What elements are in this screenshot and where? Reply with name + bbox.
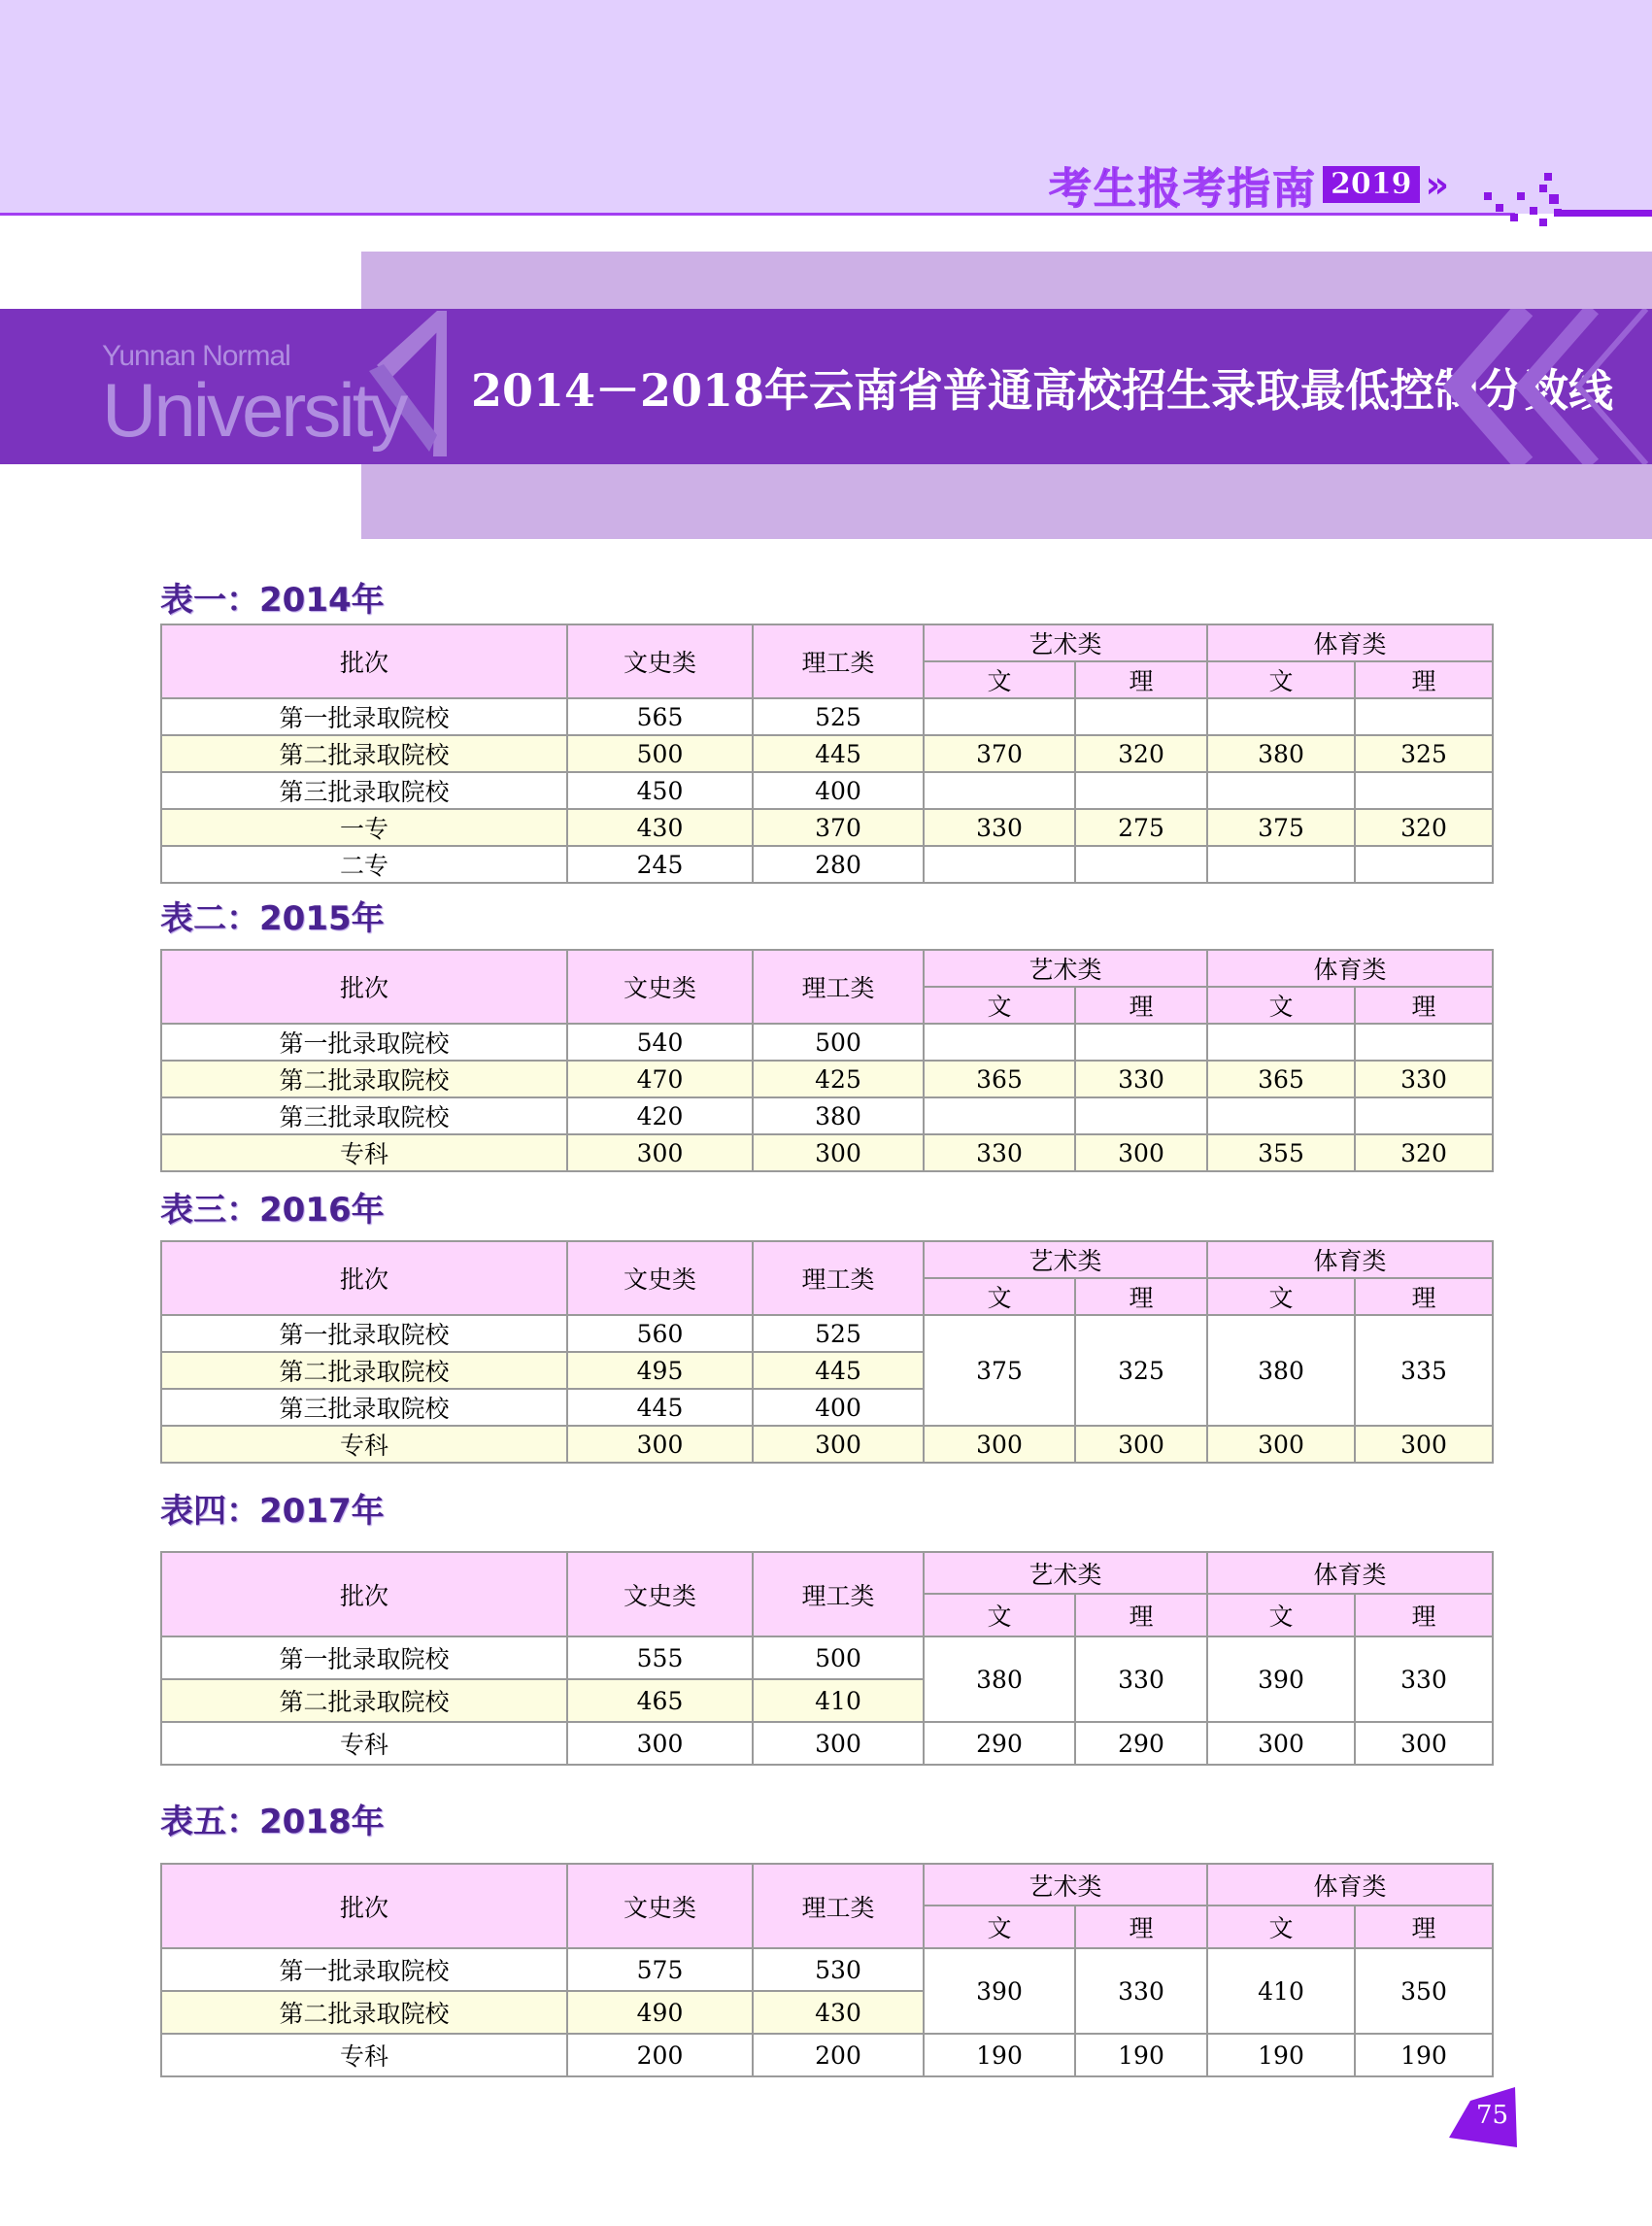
table-row [161,1061,1493,1097]
cell-wenshi: 300 [567,1426,753,1463]
cell-wenshi: 490 [567,1991,753,2034]
cell-sport-li [1355,772,1493,809]
cell-sport-wen: 300 [1207,1426,1355,1463]
table-caption-2016: 表三：2016年 [160,1191,385,1230]
cell-sport-li: 320 [1355,809,1493,846]
cell-ligong: 370 [753,809,924,846]
cell-sport-li-merged: 335 [1355,1315,1493,1426]
cell-batch: 第二批录取院校 [161,1061,567,1097]
table-caption-2015: 表二：2015年 [160,899,385,938]
header-art-wen: 文 [924,1906,1075,1948]
cell-batch: 专科 [161,1134,567,1171]
cell-ligong: 300 [753,1134,924,1171]
chevron-decoration-icon [1437,309,1652,464]
header-sport-li: 理 [1355,661,1493,698]
cell-wenshi: 470 [567,1061,753,1097]
double-chevron-icon: » [1425,163,1450,206]
cell-wenshi: 420 [567,1097,753,1134]
cell-sport-wen [1207,846,1355,883]
cell-sport-li [1355,1097,1493,1134]
cell-batch: 第一批录取院校 [161,1636,567,1679]
cell-art-li: 275 [1075,809,1207,846]
header-art: 艺术类 [924,1864,1207,1906]
header-art: 艺术类 [924,1552,1207,1594]
cell-art-li [1075,772,1207,809]
table-caption-2018: 表五：2018年 [160,1803,385,1841]
cell-art-wen: 365 [924,1061,1075,1097]
cell-art-li [1075,698,1207,735]
header-art: 艺术类 [924,1241,1207,1278]
cell-sport-li [1355,1024,1493,1061]
cell-sport-li-merged: 350 [1355,1948,1493,2034]
cell-ligong: 380 [753,1097,924,1134]
header-batch: 批次 [161,1552,567,1636]
cell-wenshi: 200 [567,2034,753,2076]
cell-sport-li: 300 [1355,1722,1493,1765]
score-table-2018 [160,1863,1494,2077]
header-art: 艺术类 [924,950,1207,987]
header-sport-wen: 文 [1207,1594,1355,1636]
cell-ligong: 525 [753,698,924,735]
cell-art-wen [924,1097,1075,1134]
header-batch: 批次 [161,1241,567,1315]
cell-art-wen: 300 [924,1426,1075,1463]
cell-ligong: 410 [753,1679,924,1722]
cell-batch: 第二批录取院校 [161,1352,567,1389]
score-table-2014 [160,624,1494,884]
header-divider-accent [1562,210,1652,217]
cell-art-wen: 330 [924,1134,1075,1171]
table-row [161,1948,1493,1991]
cell-sport-wen: 355 [1207,1134,1355,1171]
header-ligong: 理工类 [753,950,924,1024]
cell-art-li: 300 [1075,1426,1207,1463]
table-row [161,1636,1493,1679]
cell-art-wen: 290 [924,1722,1075,1765]
cell-art-wen [924,846,1075,883]
header-ligong: 理工类 [753,624,924,698]
cell-wenshi: 575 [567,1948,753,1991]
cell-art-wen: 190 [924,2034,1075,2076]
header-art-wen: 文 [924,1594,1075,1636]
header-sport: 体育类 [1207,1864,1493,1906]
header-wenshi: 文史类 [567,624,753,698]
header-ligong: 理工类 [753,1552,924,1636]
page-title: 2014－2018年云南省普通高校招生录取最低控制分数线 [471,364,1614,417]
cell-batch: 第三批录取院校 [161,1097,567,1134]
cell-art-li-merged: 325 [1075,1315,1207,1426]
cell-art-wen-merged: 375 [924,1315,1075,1426]
header-art-li: 理 [1075,661,1207,698]
cell-wenshi: 300 [567,1722,753,1765]
cell-ligong: 200 [753,2034,924,2076]
cell-ligong: 525 [753,1315,924,1352]
cell-art-li [1075,1097,1207,1134]
cell-art-wen-merged: 390 [924,1948,1075,2034]
cell-batch: 第一批录取院校 [161,1024,567,1061]
cell-sport-wen: 300 [1207,1722,1355,1765]
cell-sport-li: 320 [1355,1134,1493,1171]
cell-sport-wen-merged: 390 [1207,1636,1355,1722]
cell-ligong: 445 [753,735,924,772]
header-ligong: 理工类 [753,1241,924,1315]
cell-art-wen [924,772,1075,809]
header-art-wen: 文 [924,661,1075,698]
table-row [161,698,1493,735]
table-row [161,2034,1493,2076]
table-caption-2017: 表四：2017年 [160,1492,385,1531]
cell-ligong: 300 [753,1722,924,1765]
cell-ligong: 500 [753,1636,924,1679]
cell-ligong: 400 [753,1389,924,1426]
header-art-li: 理 [1075,987,1207,1024]
header-sport: 体育类 [1207,1241,1493,1278]
cell-art-wen-merged: 380 [924,1636,1075,1722]
header-art-li: 理 [1075,1906,1207,1948]
cell-wenshi: 495 [567,1352,753,1389]
header-sport: 体育类 [1207,950,1493,987]
cell-ligong: 445 [753,1352,924,1389]
header-art: 艺术类 [924,624,1207,661]
cell-wenshi: 430 [567,809,753,846]
cell-sport-li-merged: 330 [1355,1636,1493,1722]
cell-sport-li [1355,698,1493,735]
cell-wenshi: 555 [567,1636,753,1679]
cell-art-li: 320 [1075,735,1207,772]
cell-batch: 专科 [161,1722,567,1765]
cell-sport-wen-merged: 410 [1207,1948,1355,2034]
header-sport-wen: 文 [1207,1278,1355,1315]
table-row [161,1426,1493,1463]
header-sport-li: 理 [1355,1278,1493,1315]
page-number: 75 [1476,2101,1509,2130]
cell-sport-li: 190 [1355,2034,1493,2076]
header-sport-wen: 文 [1207,987,1355,1024]
cell-sport-wen [1207,772,1355,809]
cell-wenshi: 445 [567,1389,753,1426]
logo-line-1: Yunnan Normal [102,340,290,372]
header-sport: 体育类 [1207,624,1493,661]
cell-sport-wen-merged: 380 [1207,1315,1355,1426]
cell-sport-wen [1207,1024,1355,1061]
header-wenshi: 文史类 [567,1864,753,1948]
cell-art-wen [924,1024,1075,1061]
header-art-li: 理 [1075,1278,1207,1315]
guide-year-badge: 2019 [1323,166,1420,203]
header-batch: 批次 [161,950,567,1024]
cell-sport-wen: 380 [1207,735,1355,772]
score-table-2017 [160,1551,1494,1766]
cell-ligong: 530 [753,1948,924,1991]
university-logo [102,340,406,453]
table-caption-2014: 表一：2014年 [160,581,385,620]
header-ligong: 理工类 [753,1864,924,1948]
cell-batch: 第一批录取院校 [161,698,567,735]
table-row [161,846,1493,883]
cell-sport-li: 300 [1355,1426,1493,1463]
cell-sport-wen: 190 [1207,2034,1355,2076]
cell-ligong: 425 [753,1061,924,1097]
cell-sport-wen [1207,698,1355,735]
cell-art-li: 330 [1075,1061,1207,1097]
header-batch: 批次 [161,1864,567,1948]
header-art-wen: 文 [924,1278,1075,1315]
cell-batch: 一专 [161,809,567,846]
cell-wenshi: 465 [567,1679,753,1722]
score-table-2016 [160,1240,1494,1464]
cell-batch: 第一批录取院校 [161,1948,567,1991]
cell-wenshi: 540 [567,1024,753,1061]
cell-art-li-merged: 330 [1075,1948,1207,2034]
cell-art-wen: 330 [924,809,1075,846]
guide-title-text: 考生报考指南 [1049,164,1317,214]
score-table-2015 [160,949,1494,1172]
cell-batch: 第三批录取院校 [161,772,567,809]
guide-title [1049,157,1449,212]
header-wenshi: 文史类 [567,1241,753,1315]
cell-batch: 第二批录取院校 [161,735,567,772]
cell-ligong: 500 [753,1024,924,1061]
table-row [161,735,1493,772]
cell-wenshi: 565 [567,698,753,735]
cell-art-li: 290 [1075,1722,1207,1765]
header-sport-li: 理 [1355,1906,1493,1948]
cell-art-li: 190 [1075,2034,1207,2076]
table-row [161,1024,1493,1061]
cell-wenshi: 450 [567,772,753,809]
cell-art-li: 300 [1075,1134,1207,1171]
cell-ligong: 430 [753,1991,924,2034]
cell-ligong: 300 [753,1426,924,1463]
cell-batch: 第三批录取院校 [161,1389,567,1426]
cell-art-wen [924,698,1075,735]
cell-batch: 第二批录取院校 [161,1679,567,1722]
cell-batch: 第一批录取院校 [161,1315,567,1352]
table-row [161,772,1493,809]
header-sport-li: 理 [1355,1594,1493,1636]
cell-sport-wen: 375 [1207,809,1355,846]
header-sport-wen: 文 [1207,1906,1355,1948]
cell-wenshi: 560 [567,1315,753,1352]
header-batch: 批次 [161,624,567,698]
cell-art-li [1075,846,1207,883]
cell-batch: 专科 [161,1426,567,1463]
cell-ligong: 400 [753,772,924,809]
cell-batch: 专科 [161,2034,567,2076]
cell-art-li [1075,1024,1207,1061]
table-row [161,1315,1493,1352]
cell-sport-li [1355,846,1493,883]
cell-batch: 二专 [161,846,567,883]
cell-wenshi: 245 [567,846,753,883]
header-sport-li: 理 [1355,987,1493,1024]
cell-sport-li: 325 [1355,735,1493,772]
header-art-wen: 文 [924,987,1075,1024]
cell-sport-li: 330 [1355,1061,1493,1097]
cell-art-wen: 370 [924,735,1075,772]
table-row [161,809,1493,846]
table-row [161,1134,1493,1171]
cell-ligong: 280 [753,846,924,883]
cell-sport-wen: 365 [1207,1061,1355,1097]
cell-wenshi: 500 [567,735,753,772]
cell-batch: 第二批录取院校 [161,1991,567,2034]
header-wenshi: 文史类 [567,1552,753,1636]
table-row [161,1097,1493,1134]
header-art-li: 理 [1075,1594,1207,1636]
cell-wenshi: 300 [567,1134,753,1171]
cell-art-li-merged: 330 [1075,1636,1207,1722]
table-row [161,1722,1493,1765]
header-sport-wen: 文 [1207,661,1355,698]
logo-line-2: University [102,367,406,453]
header-wenshi: 文史类 [567,950,753,1024]
cell-sport-wen [1207,1097,1355,1134]
header-sport: 体育类 [1207,1552,1493,1594]
